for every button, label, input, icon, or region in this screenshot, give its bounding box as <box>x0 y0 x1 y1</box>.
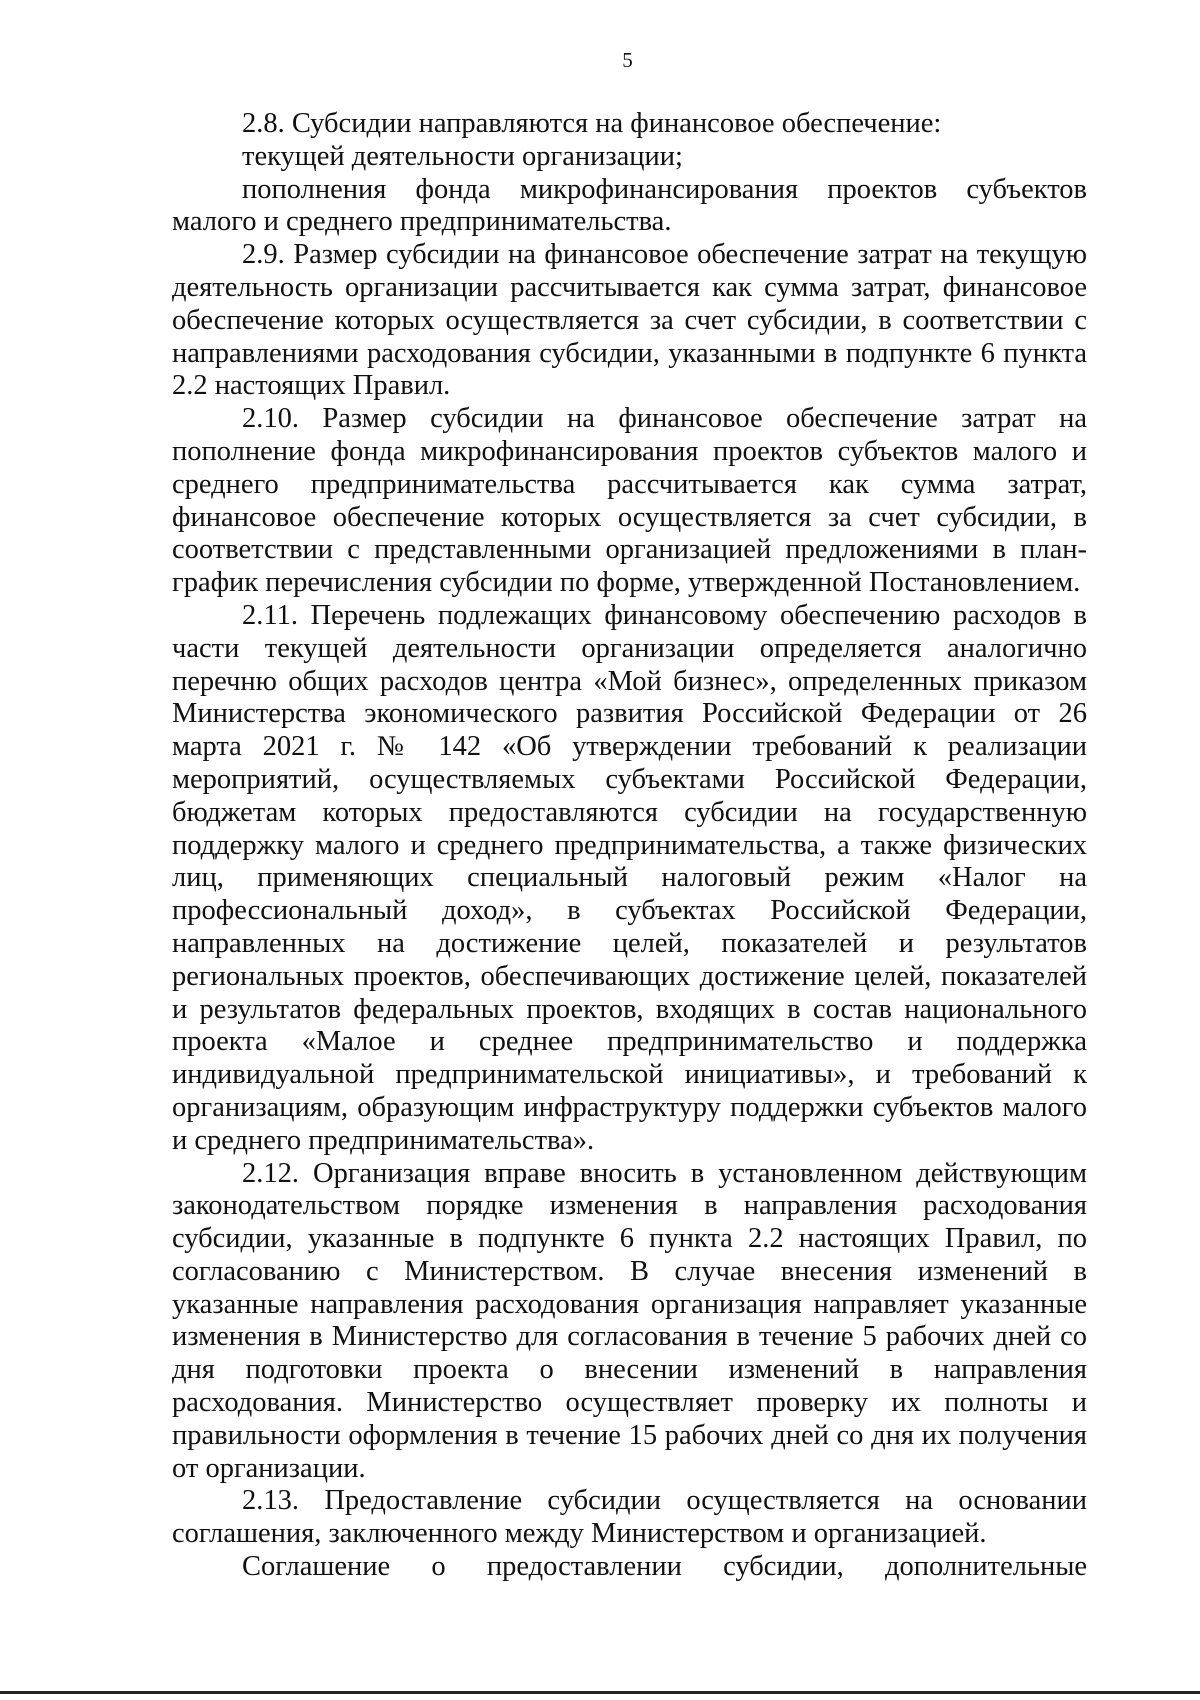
paragraph-2-12: 2.12. Организация вправе вносить в установленном действующим законодательством порядке изменения в направления расходования субсидии, указанные в подпункте 6 пункта 2.2 настоящих Правил, по согласованию с Министерством. В случае внесения изменений в указанные направления расходования организация направляет указанные изменения в Министерство для согласования в течение 5 рабочих дней со дня подготовки проекта о внесении изменений в направления расходования. Министерство осуществляет проверку их полноты и правильности оформления в течение 15 рабочих дней со дня их получения от организации. <box>172 1157 1087 1484</box>
scan-bottom-edge <box>0 1691 1200 1694</box>
paragraph-agreement: Соглашение о предоставлении субсидии, дополнительные <box>242 1551 1087 1583</box>
paragraph-2-8: 2.8. Субсидии направляются на финансовое обеспечение: <box>242 108 942 139</box>
paragraph-2-10: 2.10. Размер субсидии на финансовое обеспечение затрат на пополнение фонда микрофинансирования проектов субъектов малого и среднего предпринимательства рассчитывается как сумма затрат, финансовое обеспечение которых осуществляется за счет субсидии, в соответствии с представленными организацией предложениями в план-график перечисления субсидии по форме, утвержденной Постановлением. <box>172 403 1087 599</box>
page-number: 5 <box>622 48 633 72</box>
document-body <box>172 108 1087 1584</box>
paragraph-microfinance-fund: пополнения фонда микрофинансирования проектов субъектов малого и среднего предпринимательства. <box>172 173 1087 238</box>
paragraph-current-activity: текущей деятельности организации; <box>242 140 683 172</box>
paragraph-2-9: 2.9. Размер субсидии на финансовое обеспечение затрат на текущую деятельность организации рассчитывается как сумма затрат, финансовое обеспечение которых осуществляется за счет субсидии, в соответствии с направлениями расходования субсидии, указанными в подпункте 6 пункта 2.2 настоящих Правил. <box>172 239 1087 402</box>
paragraph-2-11: 2.11. Перечень подлежащих финансовому обеспечению расходов в части текущей деятельности организации определяется аналогично перечню общих расходов центра «Мой бизнес», определенных приказом Министерства экономического развития Российской Федерации от 26 марта 2021 г. № 142 «Об утверждении требований к реализации мероприятий, осуществляемых субъектами Российской Федерации, бюджетам которых предоставляются субсидии на государственную поддержку малого и среднего предпринимательства, а также физических лиц, применяющих специальный налоговый режим «Налог на профессиональный доход», в субъектах Российской Федерации, направленных на достижение целей, показателей и результатов региональных проектов, обеспечивающих достижение целей, показателей и результатов федеральных проектов, входящих в состав национального проекта «Малое и среднее предпринимательство и поддержка индивидуальной предпринимательской инициативы», и требований к организациям, образующим инфраструктуру поддержки субъектов малого и среднего предпринимательства». <box>172 599 1087 1156</box>
paragraph-2-13: 2.13. Предоставление субсидии осуществляется на основании соглашения, заключенного между Министерством и организацией. <box>172 1485 1087 1550</box>
